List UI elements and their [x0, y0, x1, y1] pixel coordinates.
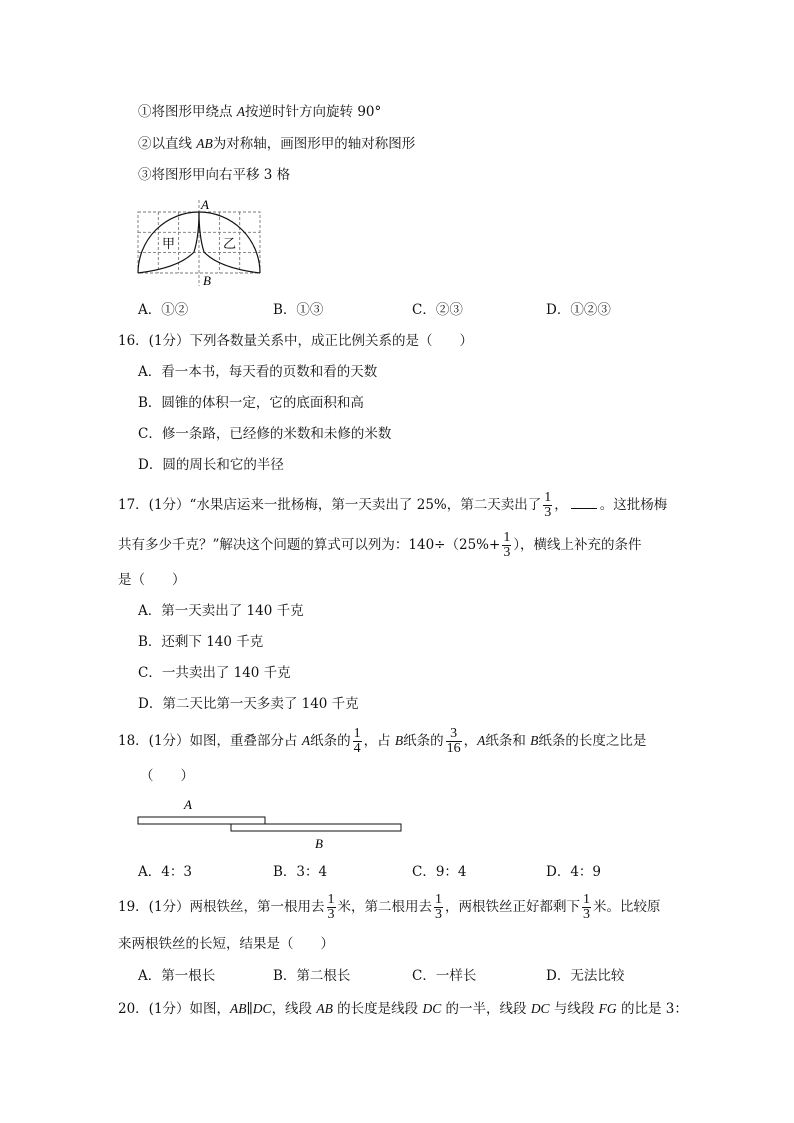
q20-var-3: AB — [316, 1001, 333, 1016]
q18-option-a[interactable]: A．4：3 — [138, 864, 192, 880]
q19-fraction-3 — [582, 893, 591, 922]
strip-a — [138, 817, 265, 824]
q15-option-a[interactable]: A．①② — [138, 302, 189, 318]
q17-text-4: 共有多少千克？”解决这个问题的算式可以列为：140÷（25%+ — [118, 537, 501, 553]
q18-text-5: ， — [463, 733, 478, 749]
q17-option-a[interactable]: A．第一天卖出了 140 千克 — [138, 603, 304, 619]
label-jia: 甲 — [162, 237, 176, 252]
q18-option-b[interactable]: B．3：4 — [273, 864, 328, 880]
q17-line-2 — [118, 528, 642, 562]
q17-fraction-2 — [502, 531, 511, 560]
label-b: B — [203, 273, 211, 288]
q20-text-3: 的长度是线段 — [332, 1001, 423, 1017]
q18-fraction-2 — [446, 727, 462, 756]
q19-text-2: 米，第二根用去 — [337, 899, 433, 915]
q19-line-1 — [118, 890, 661, 924]
q18-var-a: A — [301, 733, 311, 748]
figure-15 — [134, 196, 266, 288]
q19-text-1: 19．(1分）两根铁丝，第一根用去 — [118, 899, 325, 915]
q17-line-1 — [118, 488, 667, 522]
q17-fraction-1 — [543, 491, 552, 520]
step-3 — [138, 165, 290, 185]
q18-var-b: B — [394, 733, 404, 748]
q18-frac2-num: 3 — [446, 727, 462, 742]
step-3-text: ③将图形甲向右平移 3 格 — [138, 167, 291, 183]
step-1-text: ①将图形甲绕点 — [138, 104, 237, 120]
q19-fraction-1 — [327, 893, 336, 922]
strip-b — [231, 824, 401, 831]
q19-text-4: 米。比较原 — [593, 899, 661, 915]
step-1-text-2: 按逆时针方向旋转 90° — [245, 104, 382, 120]
q16-option-c[interactable]: C．修一条路，已经修的米数和未修的米数 — [138, 426, 392, 442]
step-1 — [138, 102, 381, 122]
q17-text-5: ），横线上补充的条件 — [513, 537, 642, 553]
q20-var-1: AB — [230, 1001, 247, 1016]
q15-option-b[interactable]: B．①③ — [273, 302, 324, 318]
step-2-var: AB — [196, 136, 213, 151]
q19-frac3-num: 1 — [583, 892, 591, 907]
q17-frac2-num: 1 — [503, 530, 511, 545]
q17-option-c[interactable]: C．一共卖出了 140 千克 — [138, 665, 291, 681]
q18-frac2-den: 16 — [446, 741, 461, 756]
strip-b-label: B — [315, 836, 323, 851]
q18-var-b2: B — [530, 733, 539, 748]
q20-var-2: DC — [252, 1001, 272, 1016]
q18-frac1-den: 4 — [353, 741, 361, 756]
q17-frac2-den: 3 — [503, 545, 511, 560]
q19-frac2-num: 1 — [435, 892, 443, 907]
q19-fraction-2 — [434, 893, 443, 922]
q19-frac1-den: 3 — [327, 907, 335, 922]
q17-text-2: ， — [554, 497, 568, 513]
q16-stem: 16．(1分）下列各数量关系中，成正比例关系的是（ ） — [118, 333, 474, 349]
q20-text-6: 的比是 3： — [616, 1001, 688, 1017]
q18-text-4: 纸条的 — [403, 733, 444, 749]
q19-text-3: ，两根铁丝正好都剩下 — [445, 899, 581, 915]
q19-option-a[interactable]: A．第一根长 — [138, 968, 216, 984]
q17-line-3: 是（ ） — [118, 572, 186, 588]
q15-option-c[interactable]: C．②③ — [412, 302, 463, 318]
q16-option-d[interactable]: D．圆的周长和它的半径 — [138, 457, 284, 473]
step-1-var: A — [236, 104, 246, 119]
q20-var-6: FG — [598, 1001, 617, 1016]
q17-frac1-num: 1 — [544, 490, 552, 505]
figure-18 — [134, 794, 409, 852]
q18-text-1: 18．(1分）如图，重叠部分占 — [118, 733, 302, 749]
q16-option-a[interactable]: A．看一本书，每天看的页数和看的天数 — [138, 364, 378, 380]
q17-option-b[interactable]: B．还剩下 140 千克 — [138, 634, 264, 650]
q18-text-2: 纸条的 — [310, 733, 351, 749]
q19-option-d[interactable]: D．无法比较 — [546, 968, 625, 984]
q19-frac1-num: 1 — [327, 892, 335, 907]
q20-text-5: 与线段 — [549, 1001, 599, 1017]
q18-option-c[interactable]: C．9：4 — [412, 864, 467, 880]
q20-var-5: DC — [530, 1001, 550, 1016]
strip-a-label: A — [184, 797, 192, 812]
q20-line-1 — [118, 999, 688, 1019]
label-yi: 乙 — [223, 237, 237, 252]
q19-option-b[interactable]: B．第二根长 — [273, 968, 351, 984]
q19-line-2: 来两根铁丝的长短，结果是（ ） — [118, 936, 334, 952]
q16-option-b[interactable]: B．圆锥的体积一定，它的底面积和高 — [138, 395, 364, 411]
label-a: A — [201, 197, 209, 212]
q18-fraction-1 — [353, 727, 362, 756]
q18-line-1 — [118, 724, 646, 758]
q18-option-d[interactable]: D．4：9 — [546, 864, 602, 880]
q18-text-6: 纸条和 — [485, 733, 531, 749]
q20-text-1: 20．(1分）如图， — [118, 1001, 231, 1017]
q18-line-2: （ ） — [140, 768, 194, 784]
q20-text-2: ，线段 — [271, 1001, 317, 1017]
step-2-text: ②以直线 — [138, 136, 197, 152]
q19-frac3-den: 3 — [583, 907, 591, 922]
q18-var-a2: A — [477, 733, 486, 748]
q18-frac1-num: 1 — [353, 726, 361, 741]
q17-frac1-den: 3 — [544, 505, 552, 520]
q17-text-1: 17．(1分）“水果店运来一批杨梅，第一天卖出了 25%，第二天卖出了 — [118, 497, 542, 513]
step-2-text-2: 为对称轴，画图形甲的轴对称图形 — [212, 136, 416, 152]
q15-option-d[interactable]: D．①②③ — [546, 302, 611, 318]
q20-text-4: 的一半，线段 — [441, 1001, 531, 1017]
q20-var-4: DC — [422, 1001, 442, 1016]
q19-option-c[interactable]: C．一样长 — [412, 968, 477, 984]
q19-frac2-den: 3 — [435, 907, 443, 922]
q17-option-d[interactable]: D．第二天比第一天多卖了 140 千克 — [138, 696, 359, 712]
step-2 — [138, 134, 415, 154]
q17-blank — [571, 496, 597, 509]
q20-parallel-symbol: ∥ — [246, 1001, 253, 1017]
q18-text-7: 纸条的长度之比是 — [538, 733, 647, 749]
q18-text-3: ，占 — [363, 733, 395, 749]
q17-text-3: 。这批杨梅 — [599, 497, 668, 513]
